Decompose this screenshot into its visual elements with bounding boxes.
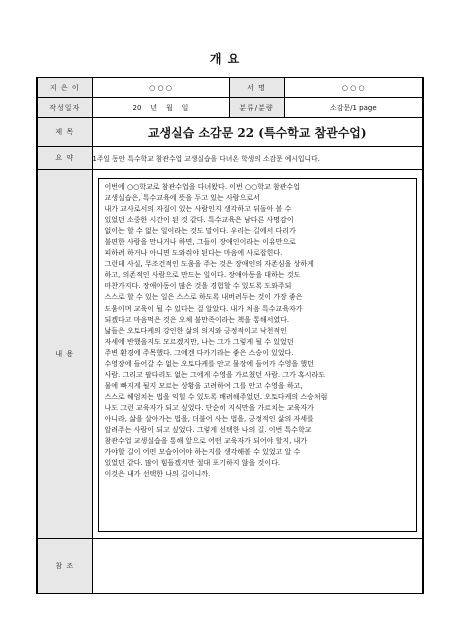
reference-row <box>37 539 423 594</box>
content-line: 불편한 사람을 만나거나 하면, 그들이 장애인이라는 이유만으로 <box>104 238 296 247</box>
report-form <box>36 77 424 594</box>
content-line: 자세에 반했을지도 모르겠지만, 나는 그가 그렇게 될 수 있었던 <box>104 337 294 346</box>
category-label: 분류/분량 <box>229 98 284 118</box>
summary-label: 요 약 <box>37 147 92 170</box>
content-line: 있었던 소중한 시간이 된 것 같다. 특수교육은 남다른 사명감이 <box>104 216 294 225</box>
date-label: 작성일자 <box>37 98 92 118</box>
author-label: 지 은 이 <box>37 78 92 98</box>
content-line: 그런데 사실, 무조건적인 도움을 주는 것은 장애인의 자존심을 상하게 <box>104 260 314 269</box>
content-line: 마찬가지다. 장애아동이 많은 것을 경험할 수 있도록 도와주되 <box>104 282 292 291</box>
subject-value: 교생실습 소감문 22 (특수학교 참관수업) <box>92 118 423 147</box>
content-line: 주변 환경에 주목했다. 그에겐 다카기라는 좋은 스승이 있었다. <box>104 348 294 357</box>
content-line: 피하려 하거나 아니면 도와줘야 된다는 마음에 사로잡힌다. <box>104 249 283 258</box>
author-value: ○ ○ ○ <box>92 78 229 98</box>
subject-label: 제 목 <box>37 118 92 147</box>
signature-value: ○ ○ ○ <box>284 78 423 98</box>
content-line: 내가 교사로서의 자질이 있는 사람인지 생각하고 뒤돌아 볼 수 <box>104 205 292 214</box>
content-line: 사람. 그리고 팔다리도 없는 그에게 수영을 가르쳤던 사람. 그가 혹시라도 <box>104 370 326 379</box>
content-line: 하고, 의존적인 사람으로 만드는 일이다. 장애아동을 대하는 것도 <box>104 271 301 280</box>
content-line: 아니라, 삶을 살아가는 법을, 더불어 사는 법을, 긍정적인 삶의 자세를 <box>104 414 314 423</box>
signature-label: 서 명 <box>229 78 284 98</box>
page-title: 개 요 <box>209 52 241 66</box>
content-line: 이것은 내가 선택한 나의 길이니까. <box>104 470 211 479</box>
content-line: 스스로 헤엄치는 법을 익힐 수 있도록 배려해주었던. 오토다케의 스승처럼 <box>104 392 328 401</box>
content-line: 낢들은 오토다케의 강인한 삶의 의지와 긍정적이고 낙천적인 <box>104 326 287 335</box>
content-line: 물에 빠지게 될지 모르는 상황을 고려하여 그를 안고 수영을 하고, <box>104 381 303 390</box>
author-row <box>37 78 423 98</box>
date-value: 20 년 월 일 <box>92 98 229 118</box>
content-line: 스스로 할 수 있는 일은 스스로 하도록 내버려두는 것이 가장 좋은 <box>104 293 303 302</box>
content-line: 있었던 같다. 많이 힘들겠지만 절대 포기하지 않을 것이다. <box>104 459 281 468</box>
subject-row <box>37 118 423 147</box>
content-box <box>98 178 418 532</box>
content-line: 없이는 할 수 없는 일이라는 것도 말이다. 우리는 길에서 다리가 <box>104 227 296 236</box>
date-row <box>37 98 423 118</box>
content-line: 이번에 ○○학교로 참관수업을 다녀왔다. 이번 ○○학교 참관수업 <box>104 183 301 191</box>
content-line: 교생실습은, 특수교육에 뜻을 두고 있는 사람으로서 <box>104 194 260 203</box>
summary-value: 1주일 동안 특수학교 참관수업 교생실습을 다녀온 학생의 소감문 예시입니다. <box>92 147 423 170</box>
content-line: 되겠다고 마음먹은 것은 오체 불만족이라는 책을 통해서였다. <box>104 315 290 324</box>
content-label: 내 용 <box>37 170 92 539</box>
content-line: 수영장에 들어갈 수 없는 오토다케를 안고 물장에 들어가 수영을 했던 <box>104 359 314 368</box>
content-line: 참관수업 교생실습을 통해 앞으로 어떤 교육자가 되어야 할지, 내가 <box>104 437 308 446</box>
category-value: 소감문/1 page <box>284 98 423 118</box>
content-line: 도움이며 교육이 될 수 있다는 걸 알았다. 내가 처음 특수교육자가 <box>104 304 303 313</box>
content-row <box>37 170 423 539</box>
content-line: 가야할 길이 어떤 모습이어야 하는지를 생각해볼 수 있었고 알 수 <box>104 448 301 457</box>
reference-label: 참 조 <box>37 539 92 594</box>
summary-row <box>37 147 423 170</box>
content-line: 나도 그런 교육자가 되고 싶었다. 단순히 지식만을 가르치는 교육자가 <box>104 403 314 412</box>
reference-value <box>92 539 423 594</box>
content-line: 알려주는 사람이 되고 싶었다. 그렇게 선택한 나의 길. 이번 특수학교 <box>104 426 312 435</box>
